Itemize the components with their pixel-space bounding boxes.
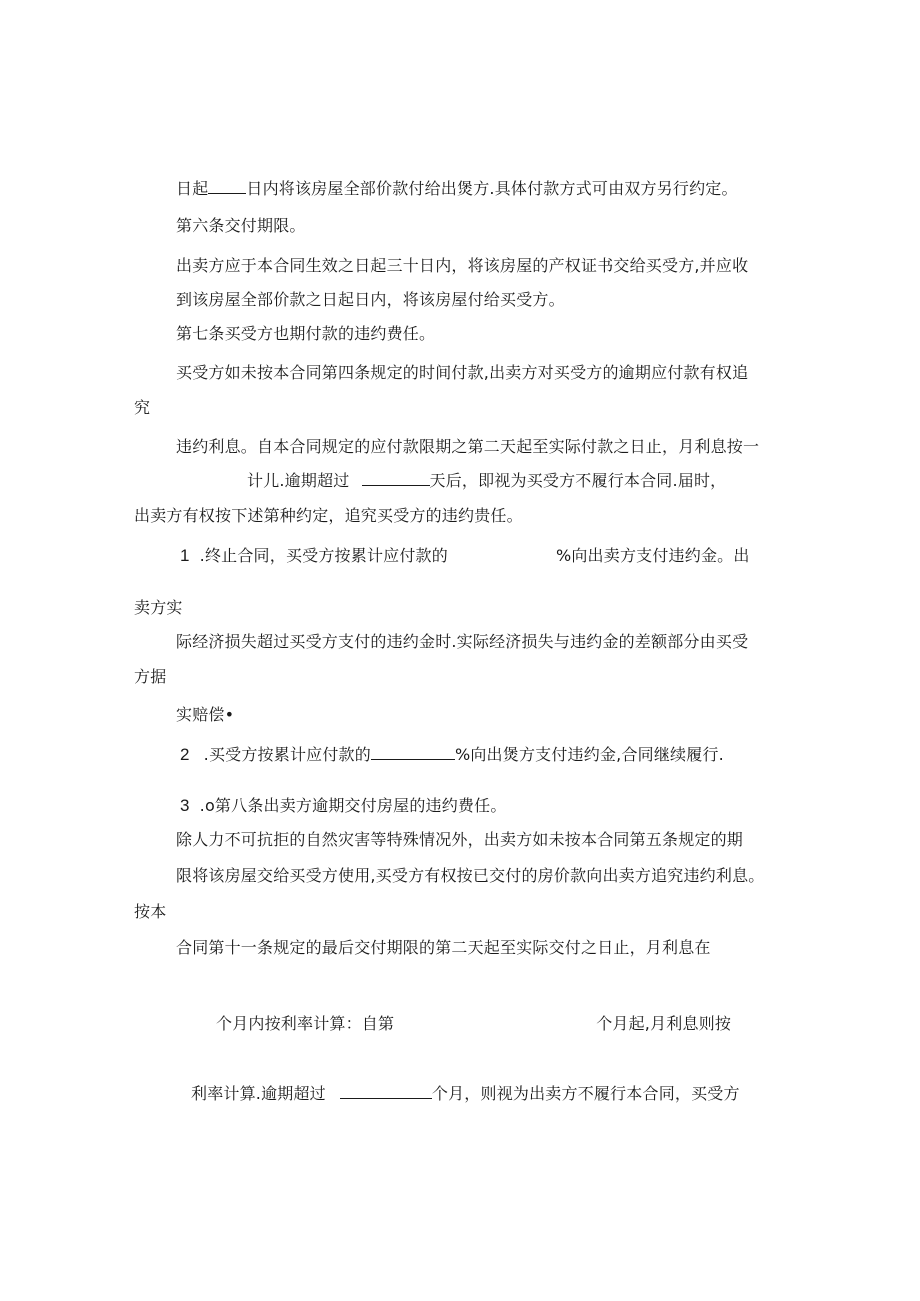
line-payment-deadline	[176, 179, 738, 199]
text-segment: %向出卖方支付违约金。出	[555, 546, 750, 565]
clause-number: 2	[180, 745, 190, 764]
paragraph-line: 违约利息。自本合同规定的应付款限期之第二天起至实际付款之日止，月利息按一	[176, 437, 760, 456]
text-segment: 天后，即视为买受方不履行本合同.届时，	[429, 471, 727, 490]
text-segment: 个月，则视为出卖方不履行本合同，买受方	[431, 1084, 740, 1103]
paragraph-line: 到该房屋全部价款之日起日内，将该房屋付给买受方。	[176, 290, 565, 309]
text-segment: 日内将该房屋全部价款付给出煲方.具体付款方式可由双方另行约定。	[246, 179, 738, 198]
paragraph-line: 实赔偿•	[176, 705, 235, 724]
text-segment: 个月内按利率计算：自第	[216, 1014, 395, 1033]
paragraph-line: 方据	[134, 667, 167, 686]
text-segment: 利率计算.逾期超过	[191, 1084, 326, 1103]
blank-field	[340, 1084, 432, 1099]
text-segment: .o第八条出卖方逾期交付房屋的违约费任。	[199, 796, 507, 815]
blank-field	[371, 745, 455, 760]
text-segment: .终止合同，买受方按累计应付款的	[199, 546, 448, 565]
paragraph-line: 出卖方应于本合同生效之日起三十日内，将该房屋的产权证书交给买受方,并应收	[176, 256, 749, 275]
paragraph-line: 合同第十一条规定的最后交付期限的第二天起至实际交付之日止，月利息在	[176, 938, 711, 957]
paragraph-line: 限将该房屋交给买受方使用,买受方有权按已交付的房价款向出卖方追究违约利息。	[176, 866, 765, 885]
clause-3	[180, 796, 507, 816]
paragraph-line: 卖方实	[134, 598, 183, 617]
text-segment: %向出煲方支付违约金,合同继续履行.	[454, 745, 724, 764]
clause-2	[180, 745, 724, 765]
line-interest-months	[216, 1014, 731, 1034]
paragraph-line: 除人力不可抗拒的自然灾害等特殊情况外，出卖方如未按本合同第五条规定的期	[176, 830, 744, 849]
article-7-heading: 第七条买受方也期付款的违约费任。	[176, 324, 436, 343]
paragraph-line: 究	[134, 398, 151, 417]
paragraph-line: 买受方如未按本合同第四条规定的时间付款,出卖方对买受方的逾期应付款有权追	[176, 363, 749, 382]
clause-number: 3	[180, 796, 190, 815]
text-segment: 计儿.逾期超过	[247, 471, 350, 490]
blank-field	[362, 471, 430, 486]
paragraph-line: 出卖方有权按下述第种约定，追究买受方的违约贵任。	[134, 506, 523, 525]
clause-1	[180, 546, 750, 566]
clause-number: 1	[180, 546, 190, 565]
paragraph-line: 际经济损失超过买受方支付的违约金时.实际经济损失与违约金的差额部分由买受	[176, 632, 749, 651]
text-segment: .买受方按累计应付款的	[203, 745, 371, 764]
line-overdue-months	[191, 1084, 740, 1104]
text-segment: 日起	[176, 179, 209, 198]
text-segment: 个月起,月利息则按	[596, 1014, 732, 1033]
article-6-heading: 第六条交付期限。	[176, 216, 306, 235]
blank-field	[208, 179, 246, 194]
line-overdue-days	[247, 471, 726, 491]
paragraph-line: 按本	[134, 902, 167, 921]
